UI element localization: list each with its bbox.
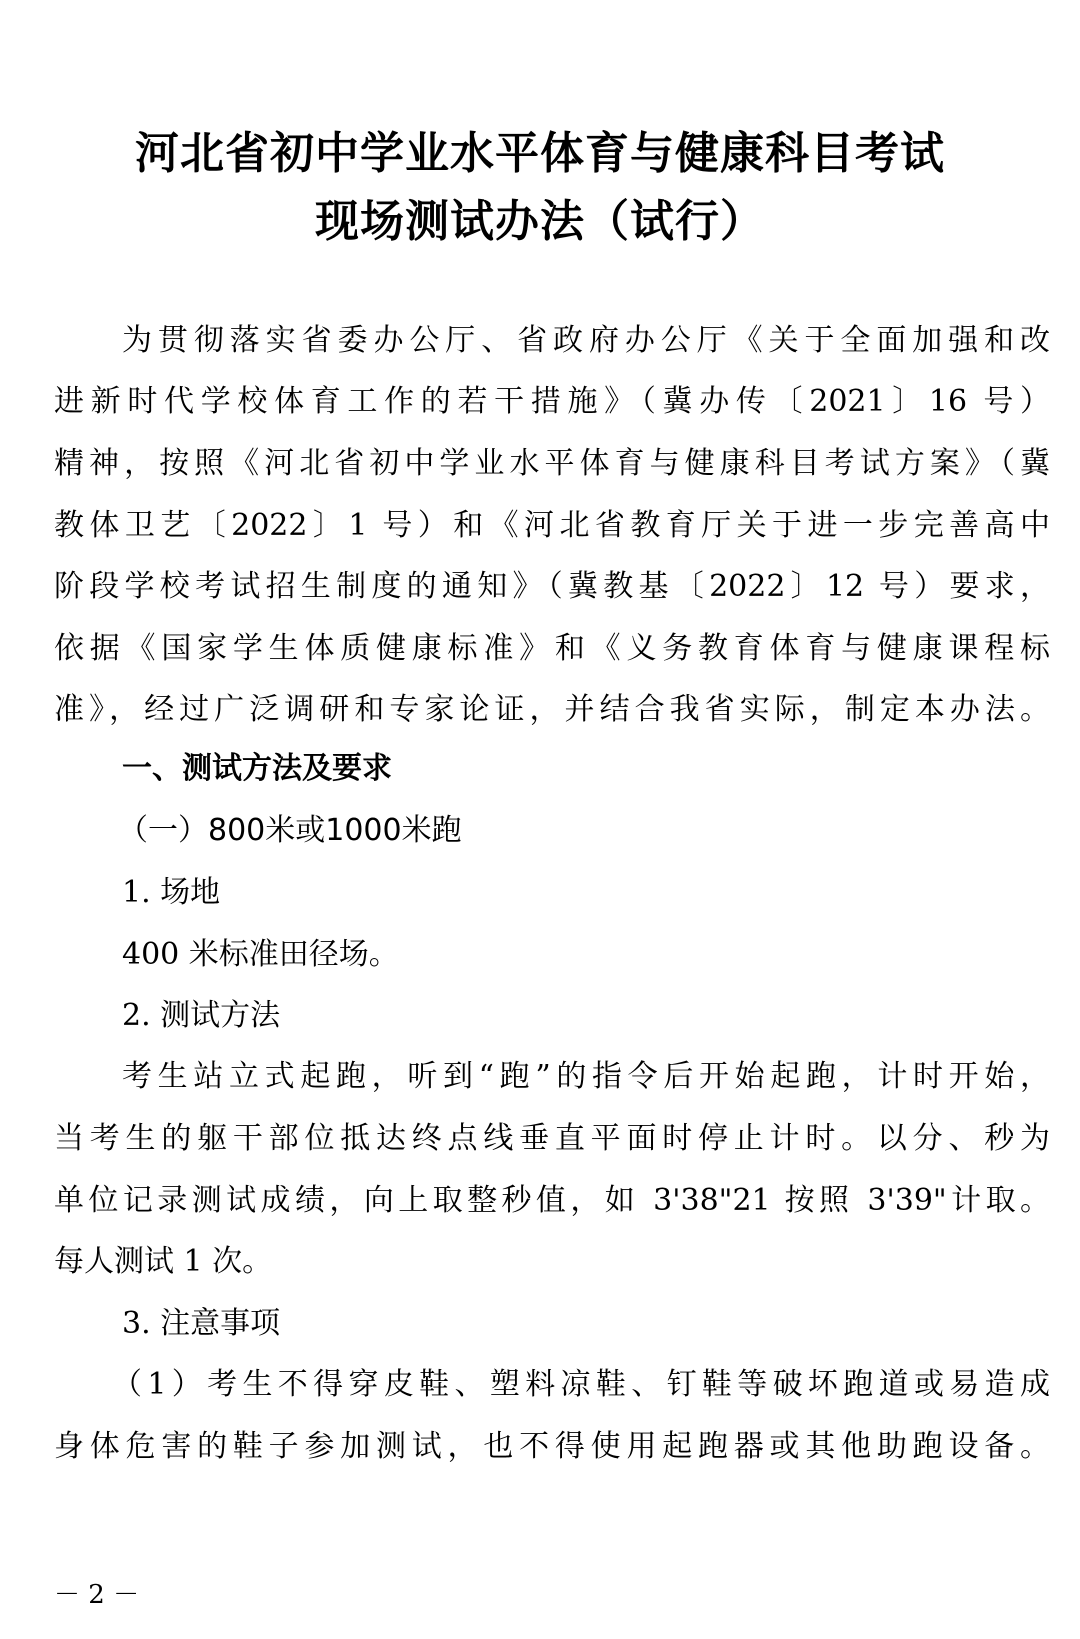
intro-paragraph-line: 教体卫艺〔2022〕1 号）和《河北省教育厅关于进一步完善高中 [54, 508, 1050, 543]
item-heading-notes: 3. 注意事项 [122, 1306, 281, 1341]
intro-paragraph-line: 阶段学校考试招生制度的通知》（冀教基〔2022〕12 号）要求， [54, 569, 1050, 604]
notes-line: （1）考生不得穿皮鞋、塑料凉鞋、钉鞋等破坏跑道或易造成 [112, 1367, 1050, 1402]
notes-line: 身体危害的鞋子参加测试，也不得使用起跑器或其他助跑设备。 [54, 1429, 1050, 1464]
page-number: － 2 － [54, 1580, 140, 1610]
item-heading-test-method: 2. 测试方法 [122, 998, 281, 1033]
document-title-line-1: 河北省初中学业水平体育与健康科目考试 [135, 128, 945, 179]
intro-paragraph-line: 依据《国家学生体质健康标准》和《义务教育体育与健康课程标 [54, 631, 1050, 666]
item-text-venue: 400 米标准田径场。 [122, 937, 399, 972]
intro-paragraph-line: 进新时代学校体育工作的若干措施》（冀办传〔2021〕16 号） [54, 384, 1050, 419]
item-heading-venue: 1. 场地 [122, 875, 221, 910]
test-method-line: 考生站立式起跑，听到“跑”的指令后开始起跑，计时开始， [122, 1059, 1050, 1094]
test-method-line: 每人测试 1 次。 [54, 1244, 273, 1279]
intro-paragraph-line: 为贯彻落实省委办公厅、省政府办公厅《关于全面加强和改 [122, 323, 1050, 358]
test-method-line: 当考生的躯干部位抵达终点线垂直平面时停止计时。以分、秒为 [54, 1121, 1050, 1156]
intro-paragraph-line: 精神，按照《河北省初中学业水平体育与健康科目考试方案》（冀 [54, 446, 1050, 481]
test-method-line: 单位记录测试成绩，向上取整秒值，如 3'38"21 按照 3'39"计取。 [54, 1183, 1050, 1218]
section-heading: 一、测试方法及要求 [122, 751, 392, 786]
intro-paragraph-line: 准》，经过广泛调研和专家论证，并结合我省实际，制定本办法。 [54, 692, 1050, 727]
subsection-heading: （一）800米或1000米跑 [118, 813, 462, 848]
document-title-line-2: 现场测试办法（试行） [315, 196, 765, 247]
